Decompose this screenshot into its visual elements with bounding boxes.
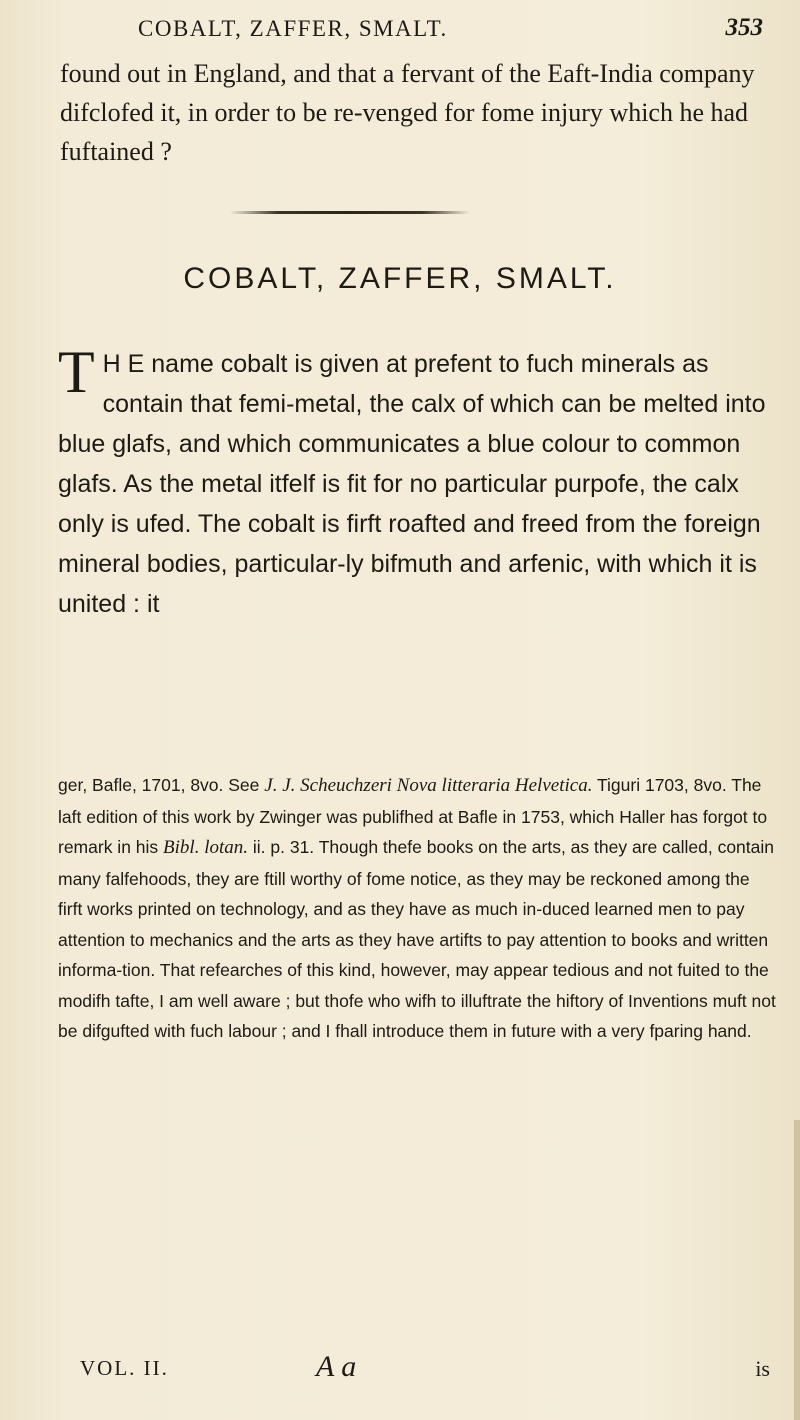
footnote-text-3: ii. p. 31. Though thefe books on the arts, as they are called, contain many falfehoods, they are ftill worthy of fome notice, as they may be reckoned among the firft works printed on technology, and as they have as much in-duced learned men to pay attention to mechanics and the arts as they have artifts to pay attention to books and written informa-tion. That refearches of this kind, however, may appear tedious and not fuited to the modifh tafte, I am well aware ; but thofe who wifh to illuftrate the hiftory of Inventions muft not be difgufted with fuch labour ; and I fhall introduce them in future with a very fparing hand. <box>58 837 776 1041</box>
page-edge <box>794 1120 800 1420</box>
section-title: COBALT, ZAFFER, SMALT. <box>183 262 617 295</box>
page-header <box>138 10 763 50</box>
drop-cap: T <box>58 339 95 405</box>
page-footer <box>80 1350 770 1396</box>
footnote-citation-2: Bibl. lotan. <box>163 837 249 858</box>
footnote-text-2: Tiguri 1703, 8vo. The laft edition of this work by Zwinger was publifhed at Bafle in 1753, which Haller has forgot to remark in his <box>58 775 768 857</box>
section-divider <box>230 211 470 214</box>
signature-mark: A a <box>316 1350 357 1383</box>
carryover-paragraph: found out in England, and that a fervant of the Eaft-India company difclofed it, in order to be re-venged for fome injury which he had fuftained ? <box>60 59 755 166</box>
page-number: 353 <box>725 14 763 41</box>
footnote-text-1: ger, Bafle, 1701, 8vo. See <box>58 775 265 795</box>
footnote <box>58 770 776 1047</box>
volume-label: VOL. II. <box>80 1356 169 1380</box>
running-head: COBALT, ZAFFER, SMALT. <box>138 16 448 41</box>
catchword: is <box>755 1356 770 1381</box>
section-body <box>58 339 770 624</box>
section-body-text: H E name cobalt is given at prefent to fuch minerals as contain that femi-metal, the calx of which can be melted into blue glafs, and which communicates a blue colour to common glafs. As the metal itfelf is fit for no particular purpofe, the calx only is ufed. The cobalt is firft roafted and freed from the foreign mineral bodies, particular-ly bifmuth and arfenic, with which it is united : it <box>58 350 766 618</box>
footnote-citation-1: J. J. Scheuchzeri Nova litteraria Helvetica. <box>264 775 593 796</box>
